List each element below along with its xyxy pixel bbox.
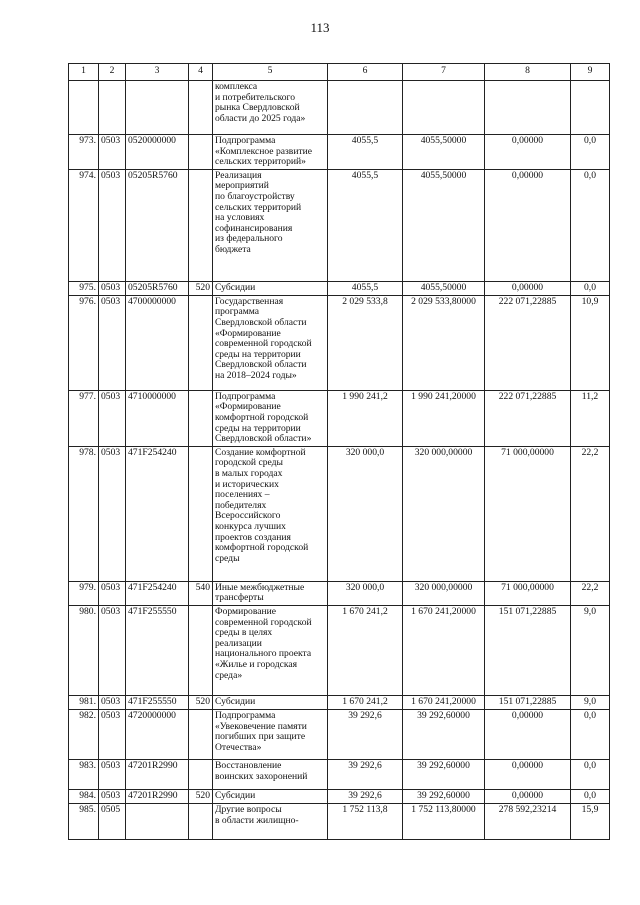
executed-amount: 320 000,00000 [403, 581, 485, 605]
actual-amount: 0,00000 [485, 169, 571, 281]
item-name: Другие вопросы в области жилищно- [213, 803, 328, 839]
expense-type: 520 [189, 789, 213, 803]
percent: 0,0 [571, 135, 610, 170]
plan-amount: 2 029 533,8 [328, 295, 403, 390]
actual-amount: 222 071,22885 [485, 390, 571, 446]
actual-amount: 151 071,22885 [485, 695, 571, 709]
page-number: 113 [310, 20, 330, 35]
percent: 9,0 [571, 695, 610, 709]
column-header-3: 3 [126, 64, 189, 81]
plan-amount: 4055,5 [328, 135, 403, 170]
section-code: 0503 [99, 281, 126, 295]
target-code: 0520000000 [126, 135, 189, 170]
expense-type [189, 709, 213, 759]
item-name: Субсидии [213, 281, 328, 295]
table-row [69, 709, 610, 759]
row-number: 977. [69, 390, 99, 446]
expense-type [189, 81, 213, 135]
section-code: 0503 [99, 446, 126, 581]
executed-amount: 4055,50000 [403, 281, 485, 295]
table-row [69, 295, 610, 390]
item-name: Формирование современной городской среды в целях реализации национального проекта «Жилье и городская среда» [213, 605, 328, 695]
plan-amount: 39 292,6 [328, 759, 403, 789]
row-number: 975. [69, 281, 99, 295]
expense-type: 540 [189, 581, 213, 605]
table-row [69, 789, 610, 803]
expense-type [189, 759, 213, 789]
column-header-4: 4 [189, 64, 213, 81]
percent: 0,0 [571, 759, 610, 789]
executed-amount: 1 752 113,80000 [403, 803, 485, 839]
row-number: 984. [69, 789, 99, 803]
row-number: 981. [69, 695, 99, 709]
table-row [69, 81, 610, 135]
target-code: 471F254240 [126, 446, 189, 581]
expense-type [189, 446, 213, 581]
percent: 10,9 [571, 295, 610, 390]
column-header-7: 7 [403, 64, 485, 81]
table-body [69, 81, 610, 840]
expense-type [189, 803, 213, 839]
section-code: 0503 [99, 390, 126, 446]
executed-amount: 320 000,00000 [403, 446, 485, 581]
plan-amount: 4055,5 [328, 169, 403, 281]
executed-amount: 1 990 241,20000 [403, 390, 485, 446]
item-name: Государственная программа Свердловской области «Формирование современной городской среды на территории Свердловской области на 2018–2024 годы» [213, 295, 328, 390]
expense-type [189, 295, 213, 390]
actual-amount [485, 81, 571, 135]
executed-amount: 4055,50000 [403, 135, 485, 170]
row-number: 980. [69, 605, 99, 695]
executed-amount: 1 670 241,20000 [403, 605, 485, 695]
plan-amount: 1 670 241,2 [328, 695, 403, 709]
table-row [69, 281, 610, 295]
target-code: 471F255550 [126, 695, 189, 709]
target-code: 471F254240 [126, 581, 189, 605]
item-name: Подпрограмма «Формирование комфортной городской среды на территории Свердловской области» [213, 390, 328, 446]
plan-amount: 39 292,6 [328, 709, 403, 759]
table-header-row [69, 64, 610, 81]
target-code [126, 81, 189, 135]
actual-amount: 71 000,00000 [485, 581, 571, 605]
plan-amount: 320 000,0 [328, 446, 403, 581]
expense-type: 520 [189, 281, 213, 295]
column-header-6: 6 [328, 64, 403, 81]
row-number: 978. [69, 446, 99, 581]
section-code: 0505 [99, 803, 126, 839]
row-number [69, 81, 99, 135]
executed-amount [403, 81, 485, 135]
executed-amount: 39 292,60000 [403, 789, 485, 803]
plan-amount [328, 81, 403, 135]
actual-amount: 71 000,00000 [485, 446, 571, 581]
expense-type: 520 [189, 695, 213, 709]
actual-amount: 0,00000 [485, 709, 571, 759]
target-code: 05205R5760 [126, 281, 189, 295]
executed-amount: 4055,50000 [403, 169, 485, 281]
table-row [69, 446, 610, 581]
target-code: 4700000000 [126, 295, 189, 390]
column-header-9: 9 [571, 64, 610, 81]
executed-amount: 39 292,60000 [403, 759, 485, 789]
plan-amount: 1 752 113,8 [328, 803, 403, 839]
table-row [69, 169, 610, 281]
section-code: 0503 [99, 295, 126, 390]
percent: 22,2 [571, 581, 610, 605]
table-row [69, 695, 610, 709]
target-code [126, 803, 189, 839]
row-number: 982. [69, 709, 99, 759]
row-number: 985. [69, 803, 99, 839]
column-header-1: 1 [69, 64, 99, 81]
actual-amount: 222 071,22885 [485, 295, 571, 390]
budget-table [68, 63, 610, 840]
item-name: Субсидии [213, 695, 328, 709]
section-code: 0503 [99, 135, 126, 170]
plan-amount: 1 670 241,2 [328, 605, 403, 695]
percent: 0,0 [571, 709, 610, 759]
target-code: 4720000000 [126, 709, 189, 759]
section-code: 0503 [99, 759, 126, 789]
section-code: 0503 [99, 789, 126, 803]
column-header-8: 8 [485, 64, 571, 81]
target-code: 47201R2990 [126, 789, 189, 803]
actual-amount: 0,00000 [485, 281, 571, 295]
actual-amount: 151 071,22885 [485, 605, 571, 695]
section-code: 0503 [99, 169, 126, 281]
item-name: Иные межбюджетные трансферты [213, 581, 328, 605]
percent: 11,2 [571, 390, 610, 446]
column-header-5: 5 [213, 64, 328, 81]
section-code: 0503 [99, 709, 126, 759]
expense-type [189, 135, 213, 170]
actual-amount: 0,00000 [485, 789, 571, 803]
section-code [99, 81, 126, 135]
target-code: 471F255550 [126, 605, 189, 695]
row-number: 983. [69, 759, 99, 789]
percent: 0,0 [571, 789, 610, 803]
item-name: Создание комфортной городской среды в малых городах и исторических поселениях – победителях Всероссийского конкурса лучших проектов создания комфортной городской среды [213, 446, 328, 581]
plan-amount: 39 292,6 [328, 789, 403, 803]
item-name: Восстановление воинских захоронений [213, 759, 328, 789]
section-code: 0503 [99, 695, 126, 709]
item-name: Подпрограмма «Увековечение памяти погибших при защите Отечества» [213, 709, 328, 759]
actual-amount: 0,00000 [485, 759, 571, 789]
percent: 0,0 [571, 169, 610, 281]
target-code: 05205R5760 [126, 169, 189, 281]
executed-amount: 2 029 533,80000 [403, 295, 485, 390]
percent: 9,0 [571, 605, 610, 695]
plan-amount: 1 990 241,2 [328, 390, 403, 446]
plan-amount: 320 000,0 [328, 581, 403, 605]
expense-type [189, 605, 213, 695]
item-name: Субсидии [213, 789, 328, 803]
table-row [69, 390, 610, 446]
plan-amount: 4055,5 [328, 281, 403, 295]
percent: 15,9 [571, 803, 610, 839]
row-number: 974. [69, 169, 99, 281]
target-code: 4710000000 [126, 390, 189, 446]
executed-amount: 1 670 241,20000 [403, 695, 485, 709]
actual-amount: 0,00000 [485, 135, 571, 170]
target-code: 47201R2990 [126, 759, 189, 789]
row-number: 979. [69, 581, 99, 605]
item-name: Подпрограмма «Комплексное развитие сельских территорий» [213, 135, 328, 170]
percent: 22,2 [571, 446, 610, 581]
percent [571, 81, 610, 135]
percent: 0,0 [571, 281, 610, 295]
table-row [69, 803, 610, 839]
actual-amount: 278 592,23214 [485, 803, 571, 839]
table-row [69, 135, 610, 170]
row-number: 973. [69, 135, 99, 170]
section-code: 0503 [99, 581, 126, 605]
item-name: комплекса и потребительского рынка Свердловской области до 2025 года» [213, 81, 328, 135]
item-name: Реализация мероприятий по благоустройству сельских территорий на условиях софинансирования из федерального бюджета [213, 169, 328, 281]
table-row [69, 605, 610, 695]
column-header-2: 2 [99, 64, 126, 81]
expense-type [189, 169, 213, 281]
row-number: 976. [69, 295, 99, 390]
section-code: 0503 [99, 605, 126, 695]
executed-amount: 39 292,60000 [403, 709, 485, 759]
expense-type [189, 390, 213, 446]
table-row [69, 759, 610, 789]
table-row [69, 581, 610, 605]
